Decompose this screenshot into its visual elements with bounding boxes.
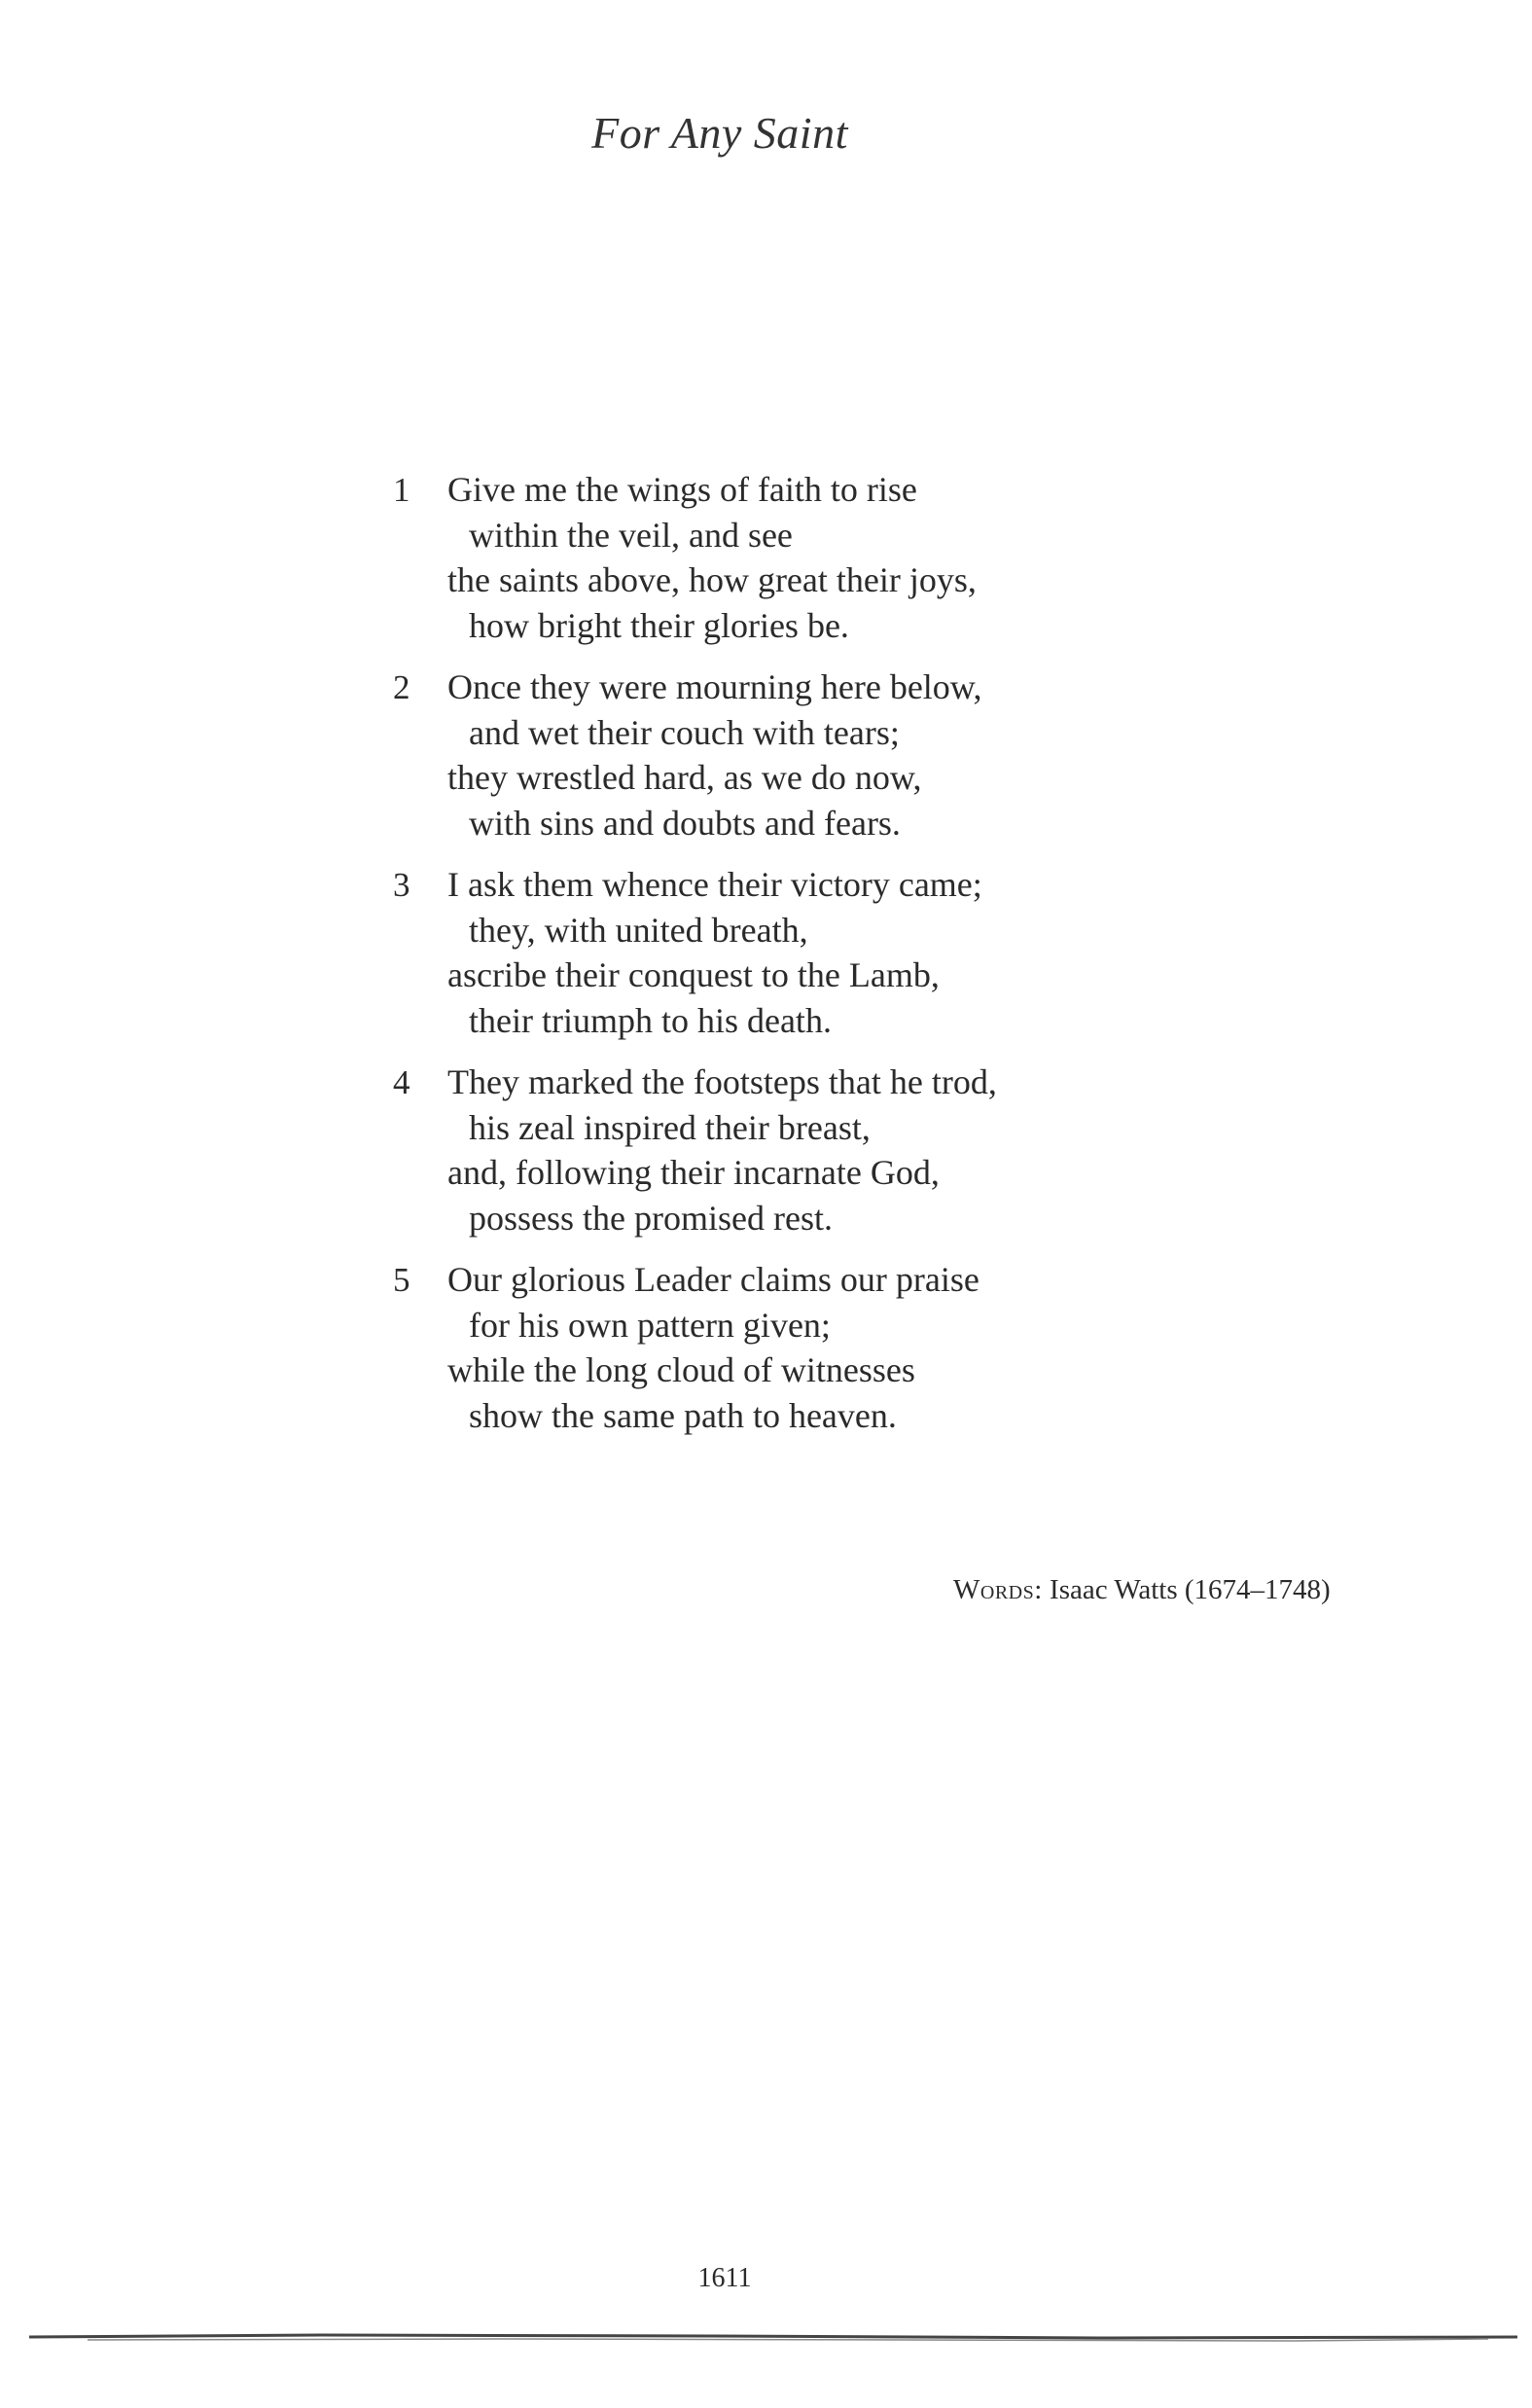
verse-4 [393,1060,1132,1240]
verse-line: possess the promised rest. [469,1198,833,1238]
verse-number: 2 [393,668,410,706]
verse-line: and, following their incarnate God, [447,1153,940,1192]
verse-line: for his own pattern given; [469,1305,831,1345]
verse-line: the saints above, how great their joys, [447,560,977,599]
hymn-text [393,467,1132,1455]
verse-line: Once they were mourning here below, [447,667,982,706]
verse-line: his zeal inspired their breast, [469,1107,871,1147]
verse-line: and wet their couch with tears; [469,712,900,752]
verse-number: 1 [393,471,410,509]
verse-line: show the same path to heaven. [469,1395,897,1435]
verse-number: 5 [393,1261,410,1299]
verse-line: ascribe their conquest to the Lamb, [447,955,940,994]
page-number: 1611 [697,2263,752,2293]
verse-line: I ask them whence their victory came; [447,865,982,904]
verse-3 [393,862,1132,1043]
verse-line: how bright their glories be. [469,605,849,645]
verse-line: within the veil, and see [469,515,793,555]
verse-line: they wrestled hard, as we do now, [447,758,922,797]
bottom-rule [29,2327,1517,2347]
verse-number: 3 [393,866,410,904]
verse-5 [393,1257,1132,1438]
attribution-author: Isaac Watts (1674–1748) [1050,1574,1331,1605]
verse-number: 4 [393,1063,410,1101]
verse-line: Give me the wings of faith to rise [447,470,917,509]
page-title: For Any Saint [591,108,848,158]
verse-line: they, with united breath, [469,910,808,950]
attribution [953,1574,1331,1606]
verse-2 [393,665,1132,845]
verse-line: with sins and doubts and fears. [469,803,901,843]
verse-line: while the long cloud of witnesses [447,1350,915,1389]
verse-line: Our glorious Leader claims our praise [447,1260,980,1299]
verse-line: They marked the footsteps that he trod, [447,1062,997,1101]
verse-line: their triumph to his death. [469,1000,832,1040]
verse-1 [393,467,1132,648]
attribution-label: Words: [953,1574,1043,1605]
